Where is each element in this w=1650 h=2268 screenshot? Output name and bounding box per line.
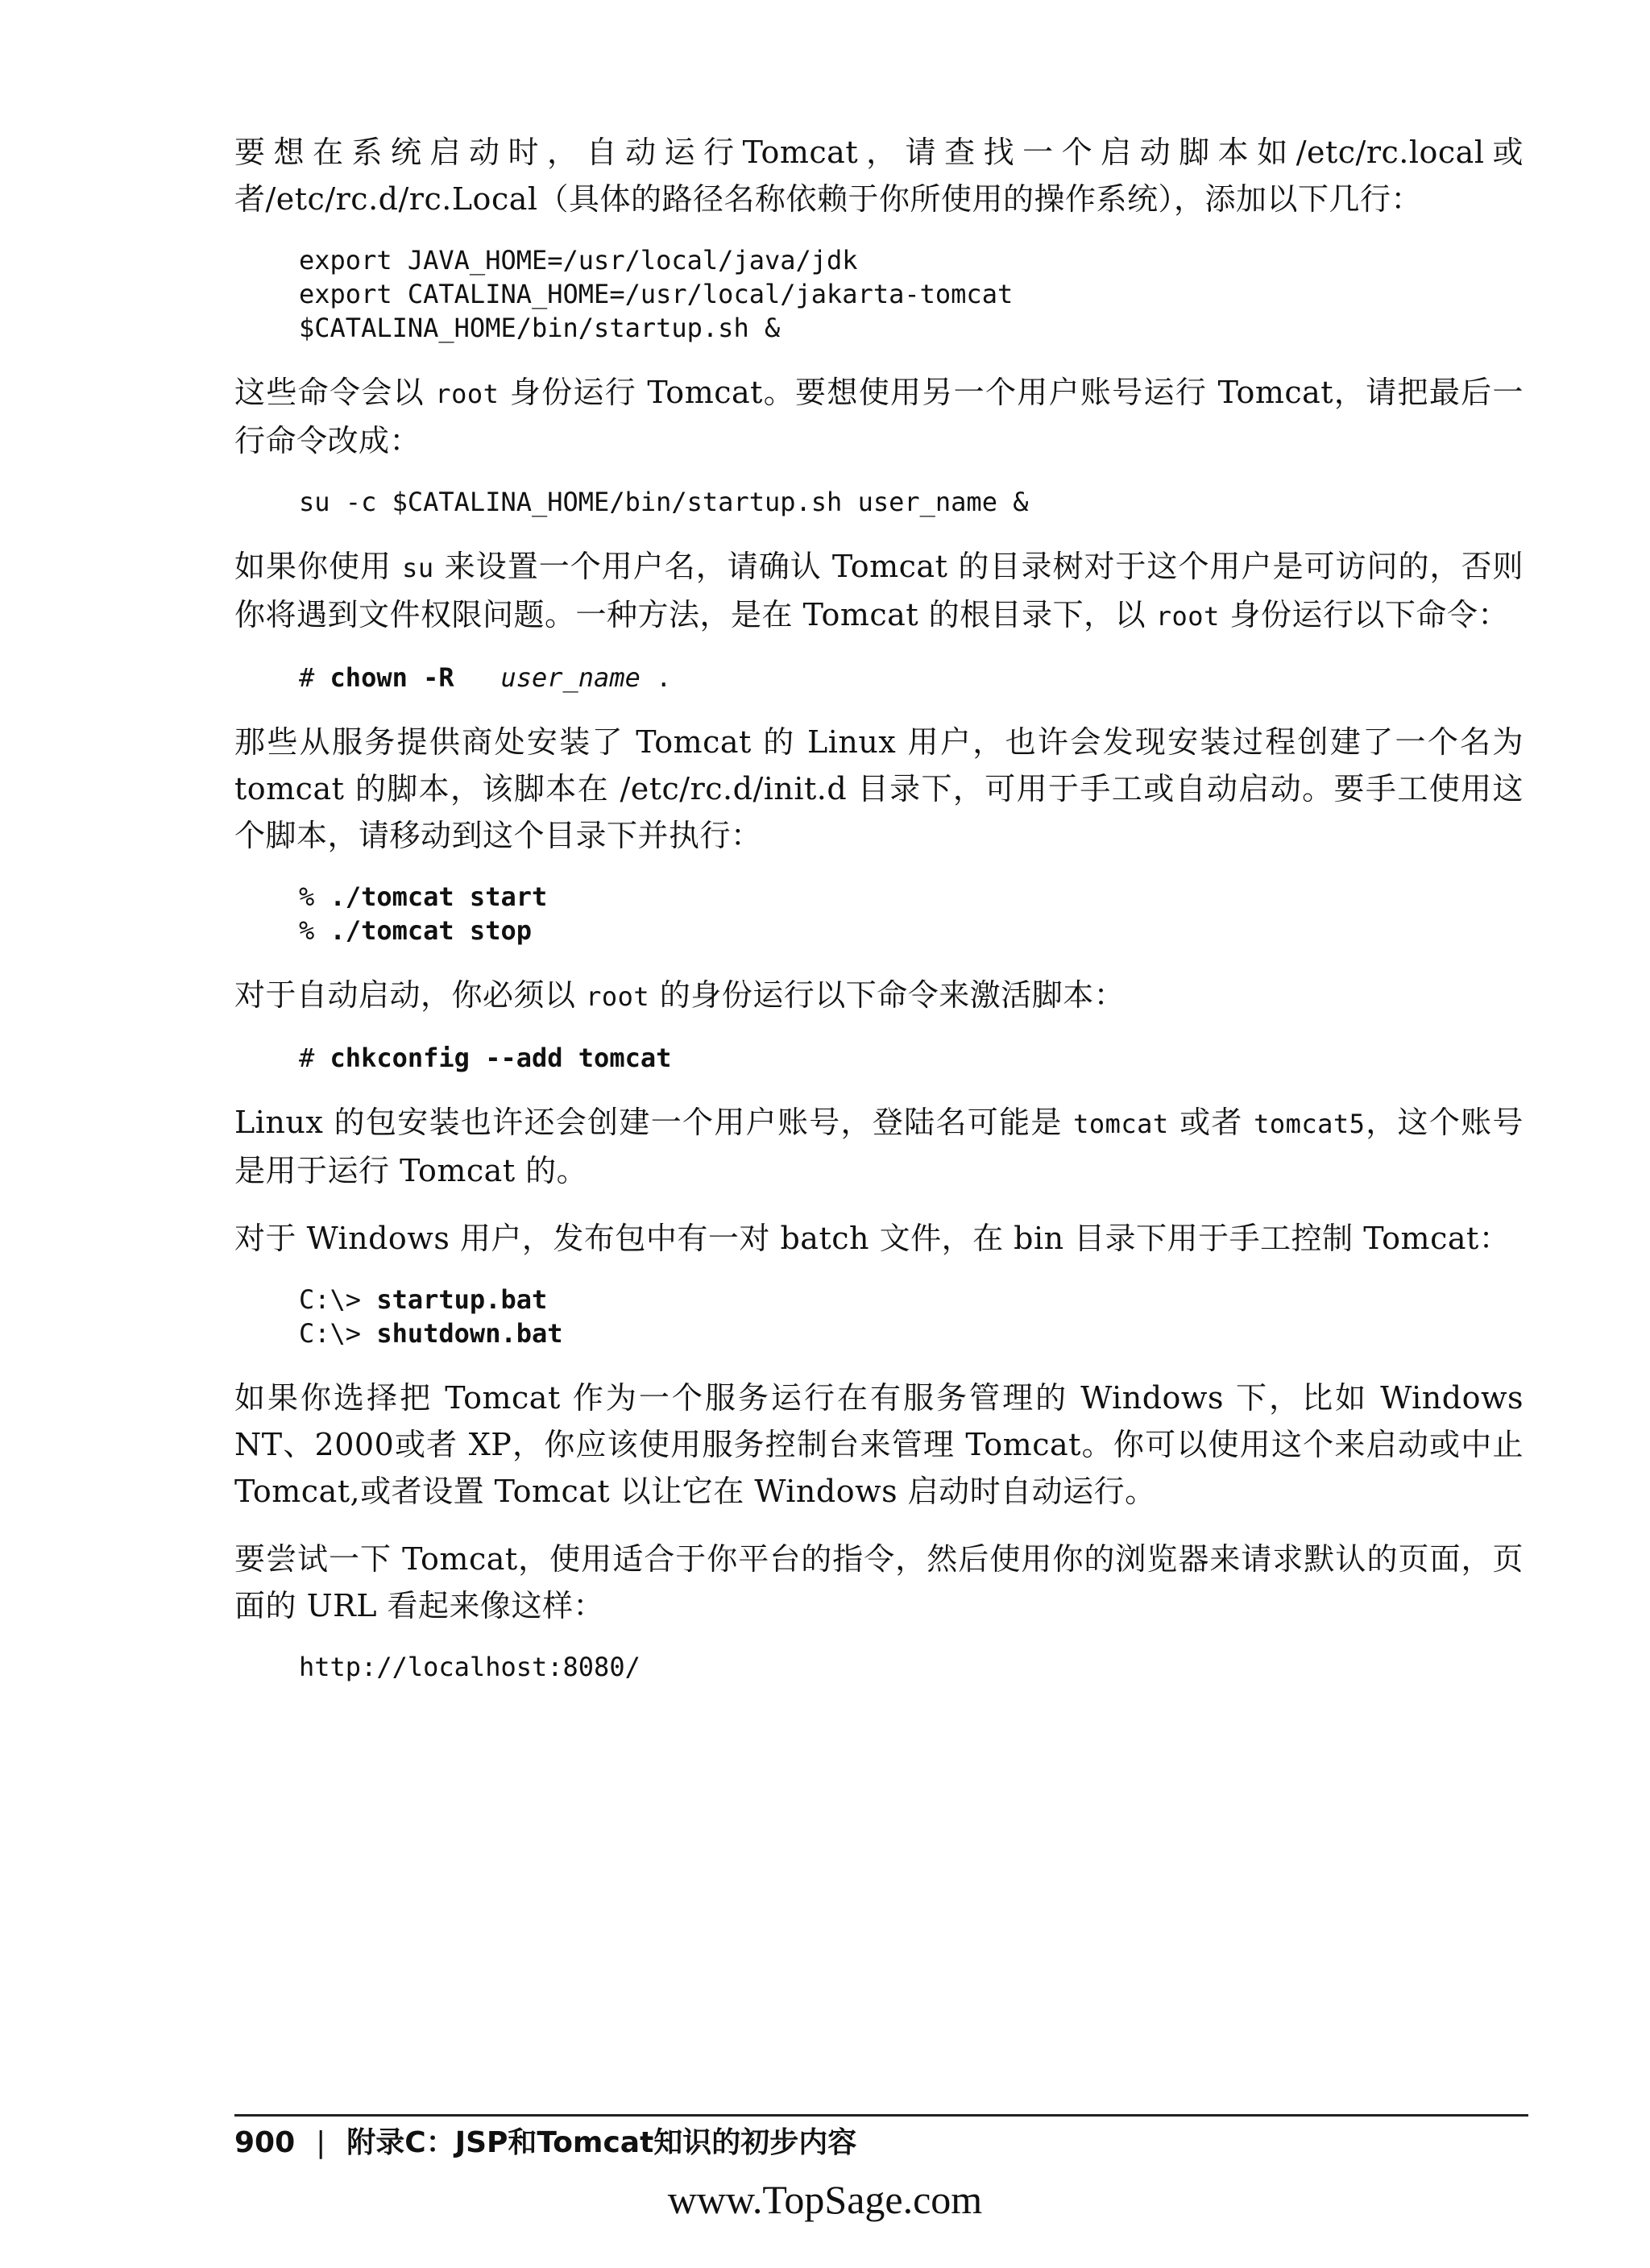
inline-code: tomcat — [1073, 1109, 1169, 1139]
code-block-su — [299, 485, 1524, 519]
footer-divider — [234, 2114, 1528, 2117]
text-run: 身份运行以下命令： — [1219, 597, 1509, 632]
paragraph-root-user — [234, 369, 1524, 464]
code-block-chkconfig — [299, 1041, 1524, 1075]
text-run: 或者 — [1168, 1105, 1254, 1140]
code-line: export JAVA_HOME=/usr/local/java/jdk — [299, 245, 858, 276]
code-line — [299, 880, 1524, 914]
shell-prompt: % — [299, 915, 330, 946]
text-run: 的身份运行以下命令来激活脚本： — [649, 977, 1126, 1013]
watermark-url: www.TopSage.com — [667, 2177, 983, 2222]
paragraph-windows-batch: 对于 Windows 用户，发布包中有一对 batch 文件，在 bin 目录下用于手工控制 Tomcat： — [234, 1221, 1511, 1256]
code-line — [299, 914, 1524, 947]
code-line — [299, 1041, 1524, 1075]
inline-code: root — [1155, 601, 1220, 632]
code-line — [299, 1316, 1524, 1350]
code-line — [299, 661, 1524, 694]
text-run: ，这个账号是用于运行 Tomcat 的。 — [234, 1105, 1524, 1188]
command-tail: . — [640, 662, 672, 693]
command-text: startup.bat — [376, 1284, 548, 1315]
text-run: 身份运行 Tomcat。要想使用另一个用户账号运行 Tomcat，请把最后一行命令改成： — [234, 375, 1524, 458]
page-body — [234, 129, 1524, 1708]
code-line: http://localhost:8080/ — [299, 1652, 641, 1682]
shell-prompt: % — [299, 881, 330, 912]
inline-code: tomcat5 — [1254, 1109, 1366, 1139]
text-run: 来设置一个用户名，请确认 Tomcat 的目录树对于这个用户是可访问的，否则你将遇到文件权限问题。一种方法，是在 Tomcat 的根目录下，以 — [234, 549, 1524, 632]
command-text: ./tomcat stop — [330, 915, 532, 946]
command-text: chown -R — [330, 662, 454, 693]
code-line: su -c $CATALINA_HOME/bin/startup.sh user_name & — [299, 487, 1029, 517]
text-run: Linux 的包安装也许还会创建一个用户账号，登陆名可能是 — [234, 1105, 1074, 1140]
command-argument: user_name — [500, 662, 641, 693]
code-line — [299, 1283, 1524, 1316]
footer-separator: | — [316, 2126, 326, 2159]
paragraph-windows-service: 如果你选择把 Tomcat 作为一个服务运行在有服务管理的 Windows 下，比如 Windows NT、2000或者 XP，你应该使用服务控制台来管理 Tomcat。你可以使用这个来启动或中止Tomcat,或者设置 Tomcat 以让它在 Windows 启动时自动运行。 — [234, 1380, 1524, 1509]
code-block-tomcat-script — [299, 880, 1524, 947]
code-block-startup-script — [299, 243, 1524, 345]
text-run: 这些命令会以 — [234, 375, 436, 410]
paragraph-auto-start — [234, 972, 1524, 1020]
text-run: 如果你使用 — [234, 549, 403, 584]
page-number: 900 — [234, 2126, 296, 2159]
page-footer — [234, 2125, 856, 2161]
code-line: export CATALINA_HOME=/usr/local/jakarta-tomcat — [299, 279, 1014, 309]
code-block-batch — [299, 1283, 1524, 1350]
shell-prompt: C:\> — [299, 1318, 377, 1349]
paragraph-linux-script: 那些从服务提供商处安装了 Tomcat 的 Linux 用户，也许会发现安装过程创建了一个名为 tomcat 的脚本，该脚本在 /etc/rc.d/init.d 目录下，可用于手工或自动启动。要手工使用这个脚本，请移动到这个目录下并执行： — [234, 724, 1524, 853]
shell-prompt: # — [299, 662, 330, 693]
code-block-chown — [299, 661, 1524, 694]
inline-code: root — [435, 379, 500, 409]
inline-code: root — [586, 981, 650, 1012]
shell-prompt: C:\> — [299, 1284, 377, 1315]
chapter-title: 附录C：JSP和Tomcat知识的初步内容 — [346, 2126, 857, 2159]
paragraph-try-tomcat: 要尝试一下 Tomcat，使用适合于你平台的指令，然后使用你的浏览器来请求默认的页面，页面的 URL 看起来像这样： — [234, 1541, 1524, 1623]
paragraph-permissions — [234, 543, 1524, 640]
command-text: chkconfig --add tomcat — [330, 1043, 672, 1073]
shell-prompt: # — [299, 1043, 330, 1073]
paragraph-autostart-intro: 要想在系统启动时，自动运行Tomcat，请查找一个启动脚本如/etc/rc.local或者/etc/rc.d/rc.Local（具体的路径名称依赖于你所使用的操作系统），添加以下几行： — [234, 135, 1524, 217]
command-text: shutdown.bat — [376, 1318, 563, 1349]
inline-code: su — [402, 553, 434, 583]
text-run: 对于自动启动，你必须以 — [234, 977, 587, 1013]
code-line: $CATALINA_HOME/bin/startup.sh & — [299, 313, 781, 343]
code-block-url — [299, 1650, 1524, 1684]
paragraph-user-account — [234, 1099, 1524, 1194]
command-text: ./tomcat start — [330, 881, 548, 912]
